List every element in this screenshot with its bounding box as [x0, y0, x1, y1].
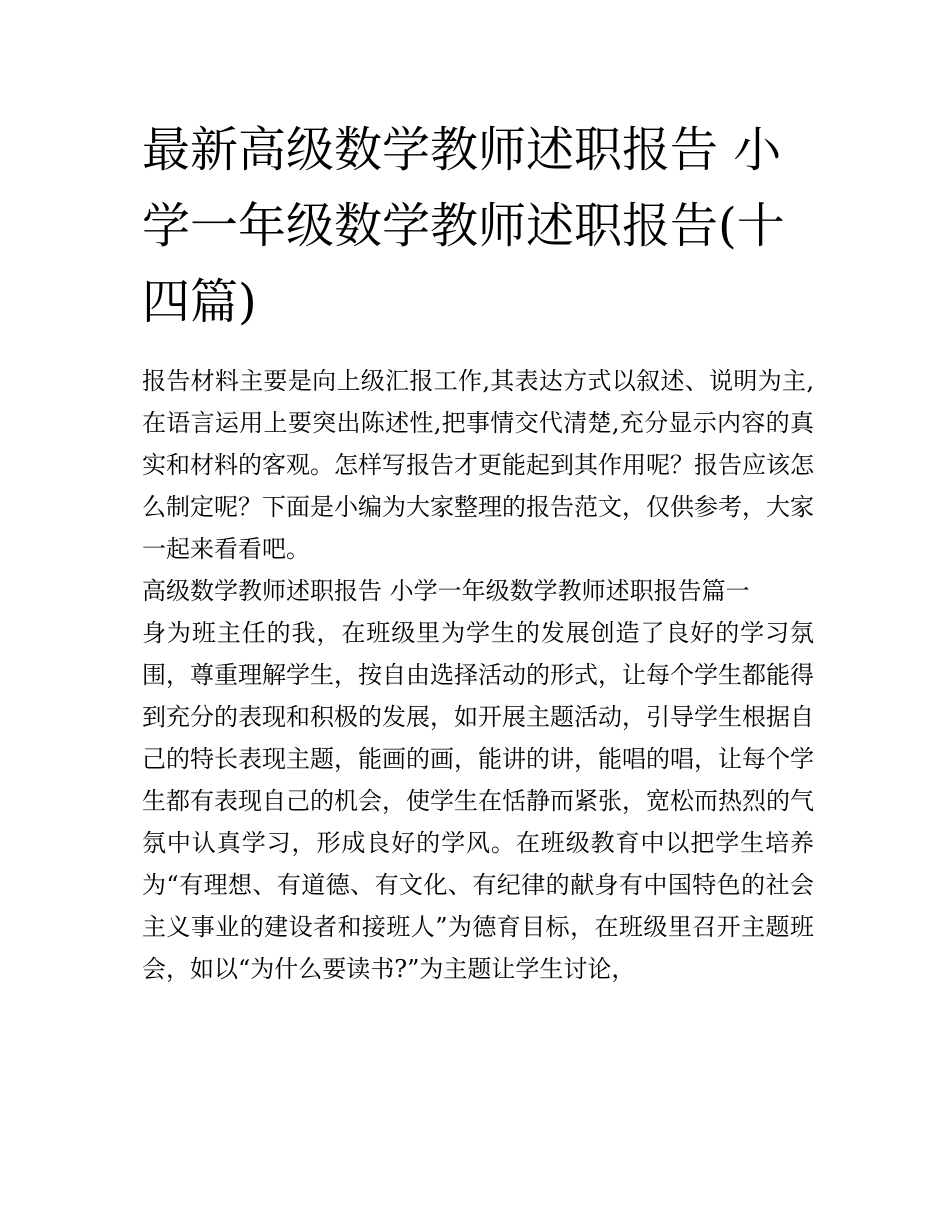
section-heading: 高级数学教师述职报告 小学一年级数学教师述职报告篇一 — [142, 577, 750, 605]
intro-paragraph: 报告材料主要是向上级汇报工作,其表达方式以叙述、说明为主,在语言运用上要突出陈述性,把事情交代清楚,充分显示内容的真实和材料的客观。怎样写报告才更能起到其作用呢？报告应该怎么制定呢？下面是小编为大家整理的报告范文，仅供参考，大家一起来看看吧。 — [142, 367, 814, 563]
document-content — [142, 112, 814, 990]
document-title: 最新高级数学教师述职报告 小学一年级数学教师述职报告(十四篇) — [142, 122, 785, 330]
section-body-paragraph: 身为班主任的我，在班级里为学生的发展创造了良好的学习氛围，尊重理解学生，按自由选择活动的形式，让每个学生都能得到充分的表现和积极的发展，如开展主题活动，引导学生根据自己的特长表现主题，能画的画，能讲的讲，能唱的唱，让每个学生都有表现自己的机会，使学生在恬静而紧张，宽松而热烈的气氛中认真学习，形成良好的学风。在班级教育中以把学生培养为“有理想、有道德、有文化、有纪律的献身有中国特色的社会主义事业的建设者和接班人”为德育目标，在班级里召开主题班会，如以“为什么要读书?”为主题让学生讨论， — [142, 619, 814, 983]
